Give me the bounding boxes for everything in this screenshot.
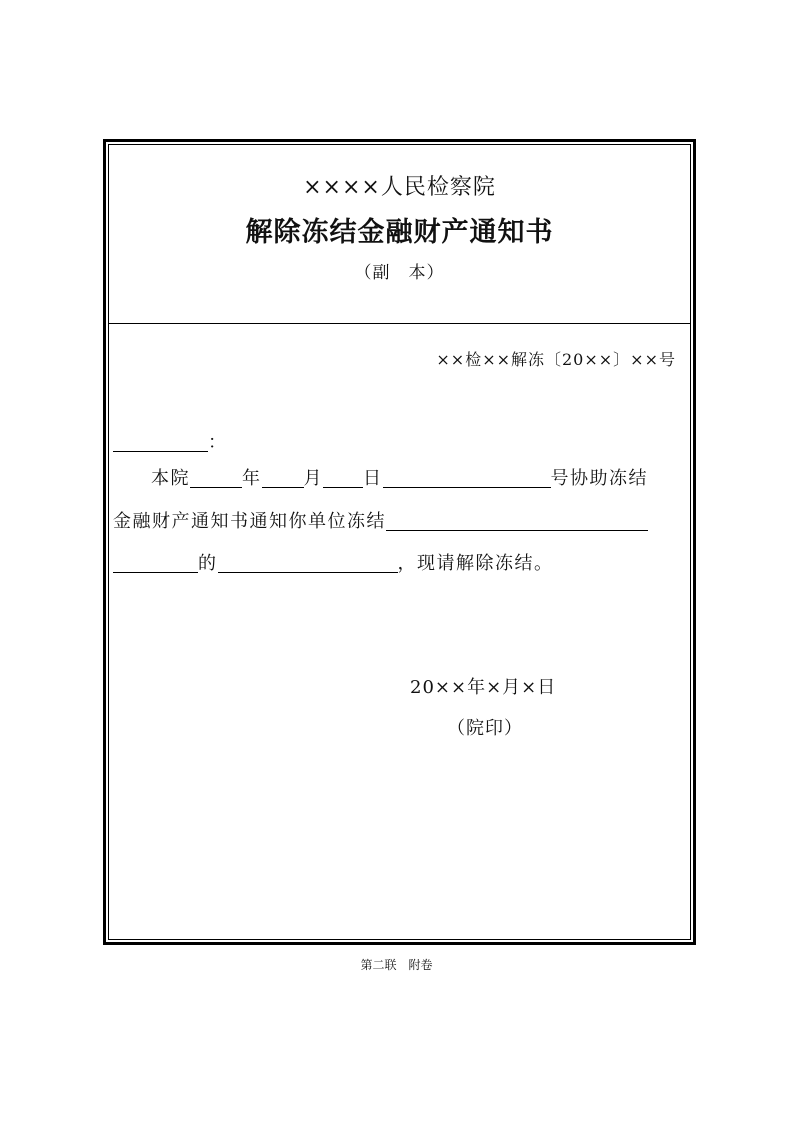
month-blank[interactable] xyxy=(262,467,304,488)
text-of: 的 xyxy=(198,553,218,574)
frozen-account-blank[interactable] xyxy=(386,510,648,531)
recipient-line xyxy=(113,428,228,454)
text-p3-end: ，现请解除冻结。 xyxy=(397,553,554,574)
recipient-colon: ： xyxy=(208,432,228,453)
agency-name: ××××人民检察院 xyxy=(303,175,496,200)
body-line-2 xyxy=(113,507,648,533)
body-line-3 xyxy=(113,549,554,575)
text-ben-yuan: 本院 xyxy=(151,468,190,489)
property-blank[interactable] xyxy=(218,552,398,573)
notice-number-blank[interactable] xyxy=(383,467,551,488)
recipient-blank[interactable] xyxy=(113,431,208,452)
court-seal: （院印） xyxy=(447,718,523,739)
signature-date: 20××年×月×日 xyxy=(410,677,557,698)
day-blank[interactable] xyxy=(323,467,363,488)
document-number: ××检××解冻〔20××〕××号 xyxy=(436,350,676,369)
body-line-1 xyxy=(113,464,648,490)
header-divider xyxy=(108,323,691,324)
text-day: 日 xyxy=(363,468,383,489)
text-year: 年 xyxy=(242,468,262,489)
year-blank[interactable] xyxy=(190,467,242,488)
document-title: 解除冻结金融财产通知书 xyxy=(245,217,554,248)
footer-copy-note: 第二联 附卷 xyxy=(360,958,433,972)
text-month: 月 xyxy=(303,468,323,489)
copy-label: （副 本） xyxy=(354,263,445,283)
owner-blank[interactable] xyxy=(113,552,198,573)
text-p2-start: 金融财产通知书通知你单位冻结 xyxy=(113,511,386,532)
text-p1-end: 号协助冻结 xyxy=(550,468,648,489)
